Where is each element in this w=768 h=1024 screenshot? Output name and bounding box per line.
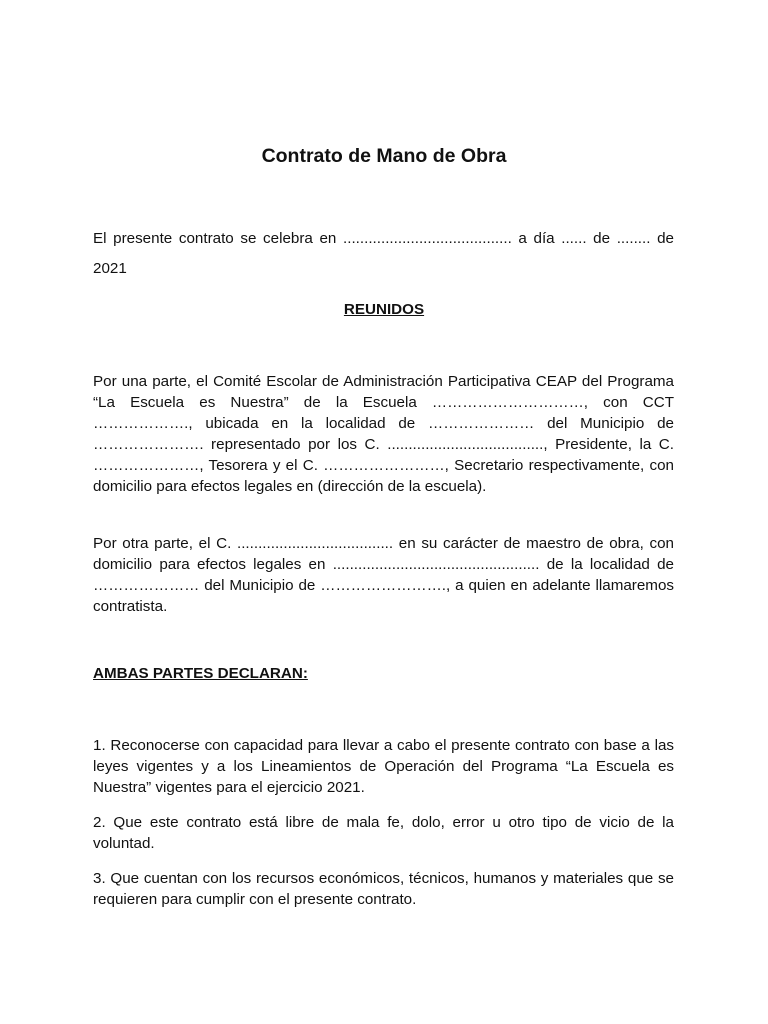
party-one-paragraph: Por una parte, el Comité Escolar de Administración Participativa CEAP del Programa “La Escuela es Nuestra” de la Escuela …………………………, con CCT ………………., ubicada en la localidad de ………………… del Municipio de …………………. representado por los C. ....................................., Presidente, la C. …………………, Tesorera y el C. ……………………, Secretario respectivamente, con domicilio para efectos legales en (dirección de la escuela). [93, 373, 674, 495]
document-title: Contrato de Mano de Obra [261, 145, 507, 167]
party-two-paragraph: Por otra parte, el C. ..................................... en su carácter de maestro de obra, con domicilio para efectos legales en ................................................. de la localidad de ………………… del Municipio de ……………………., a quien en adelante llamaremos contratista. [93, 535, 674, 615]
intro-paragraph: El presente contrato se celebra en ........................................ a día ...... de ........ de 2021 [93, 230, 674, 277]
clause-2: 2. Que este contrato está libre de mala fe, dolo, error u otro tipo de vicio de la voluntad. [93, 814, 674, 852]
reunidos-heading: REUNIDOS [343, 301, 425, 318]
clause-3: 3. Que cuentan con los recursos económicos, técnicos, humanos y materiales que se requieren para cumplir con el presente contrato. [93, 870, 674, 908]
declaran-heading: AMBAS PARTES DECLARAN: [93, 665, 308, 682]
clause-1: 1. Reconocerse con capacidad para llevar a cabo el presente contrato con base a las leyes vigentes y a los Lineamientos de Operación del Programa “La Escuela es Nuestra” vigentes para el ejercicio 2021. [93, 737, 674, 796]
